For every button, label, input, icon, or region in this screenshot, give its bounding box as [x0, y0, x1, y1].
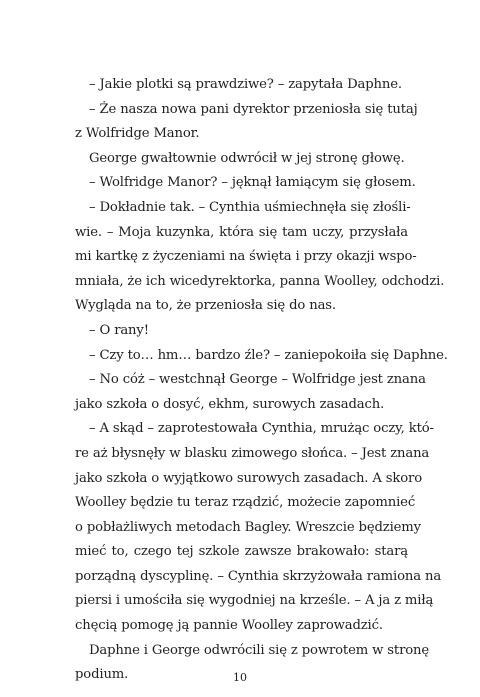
text-line: – Jakie plotki są prawdziwe? – zapytała Daphne.: [89, 77, 402, 92]
text-line: – A skąd – zaprotestowała Cynthia, mrużąc oczy, któ-: [89, 421, 434, 437]
text-line: Daphne i George odwrócili się z powrotem w stronę: [89, 642, 430, 658]
text-line: – Że nasza nowa pani dyrektor przeniosła się tutaj: [89, 101, 418, 117]
paragraph: [75, 147, 408, 172]
text-line: porządną dyscyplinę. – Cynthia skrzyżowała ramiona na: [75, 568, 442, 584]
text-line: re aż błysnęły w blasku zimowego słońca. – Jest znana: [75, 445, 430, 461]
paragraph: [75, 196, 445, 319]
text-line: George gwałtownie odwrócił w jej stronę głowę.: [89, 150, 405, 166]
text-line: z Wolfridge Manor.: [75, 126, 200, 142]
text-line: – Dokładnie tak. – Cynthia uśmiechnęła się złośli-: [89, 199, 411, 215]
paragraph: [75, 344, 448, 369]
text-line: – Czy to… hm… bardzo źle? – zaniepokoiła się Daphne.: [89, 347, 448, 363]
text-line: o pobłażliwych metodach Bagley. Wreszcie będziemy: [75, 519, 421, 535]
text-line: wie. – Moja kuzynka, która się tam uczy, przysłała: [75, 224, 408, 240]
paragraph: [75, 368, 426, 417]
text-line: podium.: [75, 667, 129, 683]
text-line: jako szkoła o dosyć, ekhm, surowych zasadach.: [75, 396, 385, 412]
paragraph: [75, 171, 416, 196]
text-line: piersi i umościła się wygodniej na krześle. – A ja z miłą: [75, 593, 434, 609]
paragraph: [75, 417, 442, 638]
paragraph: [75, 98, 418, 147]
page-number: 10: [233, 671, 247, 684]
body-text: [75, 73, 448, 688]
paragraph: [75, 319, 408, 344]
paragraph: [75, 73, 408, 98]
text-line: mi kartkę z życzeniami na święta i przy okazji wspo-: [75, 249, 417, 265]
text-line: Wygląda na to, że przeniosła się do nas.: [75, 298, 336, 314]
text-line: – O rany!: [89, 322, 149, 338]
text-line: – No cóż – westchnął George – Wolfridge jest znana: [89, 372, 426, 388]
text-line: mniała, że ich wicedyrektorka, panna Woolley, odchodzi.: [75, 273, 445, 289]
text-line: chęcią pomogę ją pannie Woolley zaprowadzić.: [75, 618, 383, 634]
text-line: Woolley będzie tu teraz rządzić, możecie zapomnieć: [75, 495, 416, 511]
text-line: jako szkoła o wyjątkowo surowych zasadach. A skoro: [75, 470, 422, 486]
text-line: mieć to, czego tej szkole zawsze brakowało: starą: [75, 544, 408, 560]
text-line: – Wolfridge Manor? – jęknął łamiącym się głosem.: [89, 175, 416, 191]
